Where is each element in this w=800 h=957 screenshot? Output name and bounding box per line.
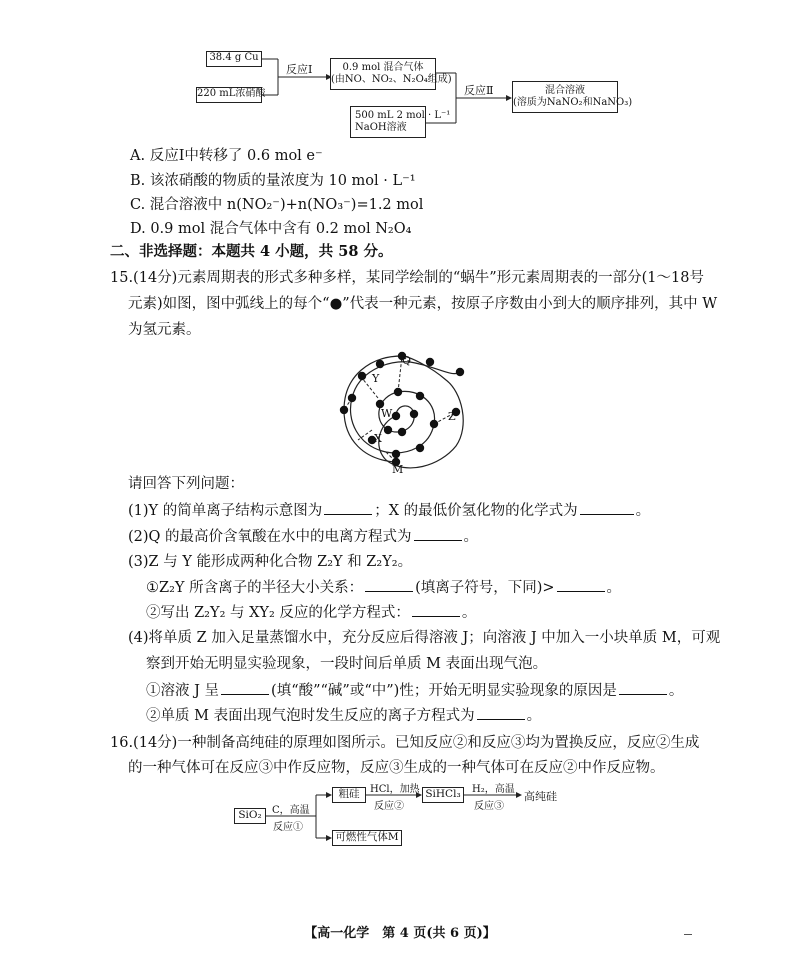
q15-p4-1-text-c: 。: [668, 683, 684, 699]
q14-option-d: D. 0.9 mol 混合气体中含有 0.2 mol N₂O₄: [130, 221, 412, 237]
q14-option-c: C. 混合溶液中 n(NO₂⁻)+n(NO₃⁻)=1.2 mol: [130, 197, 424, 213]
label-z: Z: [448, 410, 456, 423]
mixed-solution-line2: (溶质为NaNO₂和NaNO₃): [513, 97, 633, 108]
q15-p3-1-text-b: (填离子符号，下同)>: [415, 580, 555, 596]
r2-top-label: HCl，加热: [370, 784, 420, 795]
reaction2-label: 反应Ⅱ: [464, 84, 494, 97]
cu-box: 38.4 g Cu: [206, 51, 262, 67]
q15-intro-line2: 元素)如图，图中弧线上的每个“●”代表一种元素，按原子序数由小到大的顺序排列，其中 W: [128, 296, 718, 312]
q15-intro-line1: 15.(14分)元素周期表的形式多种多样，某同学绘制的“蜗牛”形元素周期表的一部分(1～18号: [110, 270, 704, 286]
r1-bottom-label: 反应①: [273, 822, 303, 833]
page-footer: 【高一化学 第 4 页(共 6 页)】: [304, 926, 496, 941]
pure-si-label: 高纯硅: [524, 790, 557, 803]
r3-bottom-label: 反应③: [474, 801, 504, 812]
q15-p4-2-text-a: ②单质 M 表面出现气泡时发生反应的离子方程式为: [146, 708, 475, 724]
q15-p3-2-text-a: ②写出 Z₂Y₂ 与 XY₂ 反应的化学方程式：: [146, 605, 410, 621]
r3-top-label: H₂，高温: [472, 784, 515, 795]
q15-p3-2-text-b: 。: [461, 605, 477, 621]
corner-mark: [684, 934, 692, 935]
label-y: Y: [372, 372, 380, 385]
label-w: W: [381, 407, 393, 420]
q15-part4-line2: 察到开始无明显实验现象，一段时间后单质 M 表面出现气泡。: [146, 656, 548, 672]
q15-intro-line3: 为氢元素。: [128, 322, 201, 338]
mixed-solution-line1: 混合溶液: [545, 85, 585, 96]
q15-part3: (3)Z 与 Y 能形成两种化合物 Z₂Y 和 Z₂Y₂。: [128, 554, 413, 570]
naoh-line2: NaOH溶液: [355, 122, 407, 133]
q15-p4-1-text-b: (填“酸”“碱”或“中”)性；开始无明显实验现象的原因是: [271, 683, 617, 699]
mixed-gas-line2: (由NO、NO₂、N₂O₄组成): [331, 74, 452, 85]
gas-m-box: 可燃性气体M: [332, 830, 402, 846]
q15-prompt: 请回答下列问题：: [128, 476, 244, 492]
q15-p2-text-b: 。: [463, 529, 479, 545]
reaction1-label: 反应Ⅰ: [286, 63, 313, 76]
r1-top-label: C，高温: [272, 805, 310, 816]
q15-p1-text-c: 。: [635, 503, 651, 519]
label-q: Q: [402, 354, 412, 367]
crude-si-box: 粗硅: [332, 787, 366, 803]
section2-title: 二、非选择题：本题共 4 小题，共 58 分。: [110, 243, 393, 260]
acid-box: 220 mL浓硝酸: [196, 87, 262, 103]
q14-option-a: A. 反应Ⅰ中转移了 0.6 mol e⁻: [130, 148, 323, 164]
q15-p3-1-text-a: ①Z₂Y 所含离子的半径大小关系：: [146, 580, 364, 596]
q16-intro-line2: 的一种气体可在反应③中作反应物，反应③生成的一种气体可在反应②中作反应物。: [128, 760, 665, 776]
label-m: M: [392, 463, 404, 476]
q15-part4-line1: (4)将单质 Z 加入足量蒸馏水中，充分反应后得溶液 J；向溶液 J 中加入一小块单质 M，可观: [128, 630, 721, 646]
q15-p4-2-text-b: 。: [526, 708, 542, 724]
q16-intro-line1: 16.(14分)一种制备高纯硅的原理如图所示。已知反应②和反应③均为置换反应，反应②生成: [110, 735, 700, 751]
label-x: X: [374, 432, 382, 445]
q15-p1-text-b: ；X 的最低价氢化物的化学式为: [374, 503, 578, 519]
q15-p2-text-a: (2)Q 的最高价含氧酸在水中的电离方程式为: [128, 529, 412, 545]
r2-bottom-label: 反应②: [374, 801, 404, 812]
sihcl3-box: SiHCl₃: [422, 787, 464, 803]
mixed-gas-line1: 0.9 mol 混合气体: [342, 62, 424, 73]
q15-p1-text-a: (1)Y 的简单离子结构示意图为: [128, 503, 323, 519]
q15-p4-1-text-a: ①溶液 J 呈: [146, 683, 220, 699]
sio2-box: SiO₂: [234, 808, 266, 824]
naoh-line1: 500 mL 2 mol · L⁻¹: [355, 110, 451, 121]
q14-option-b: B. 该浓硝酸的物质的量浓度为 10 mol · L⁻¹: [130, 173, 416, 189]
q15-p3-1-text-c: 。: [606, 580, 622, 596]
